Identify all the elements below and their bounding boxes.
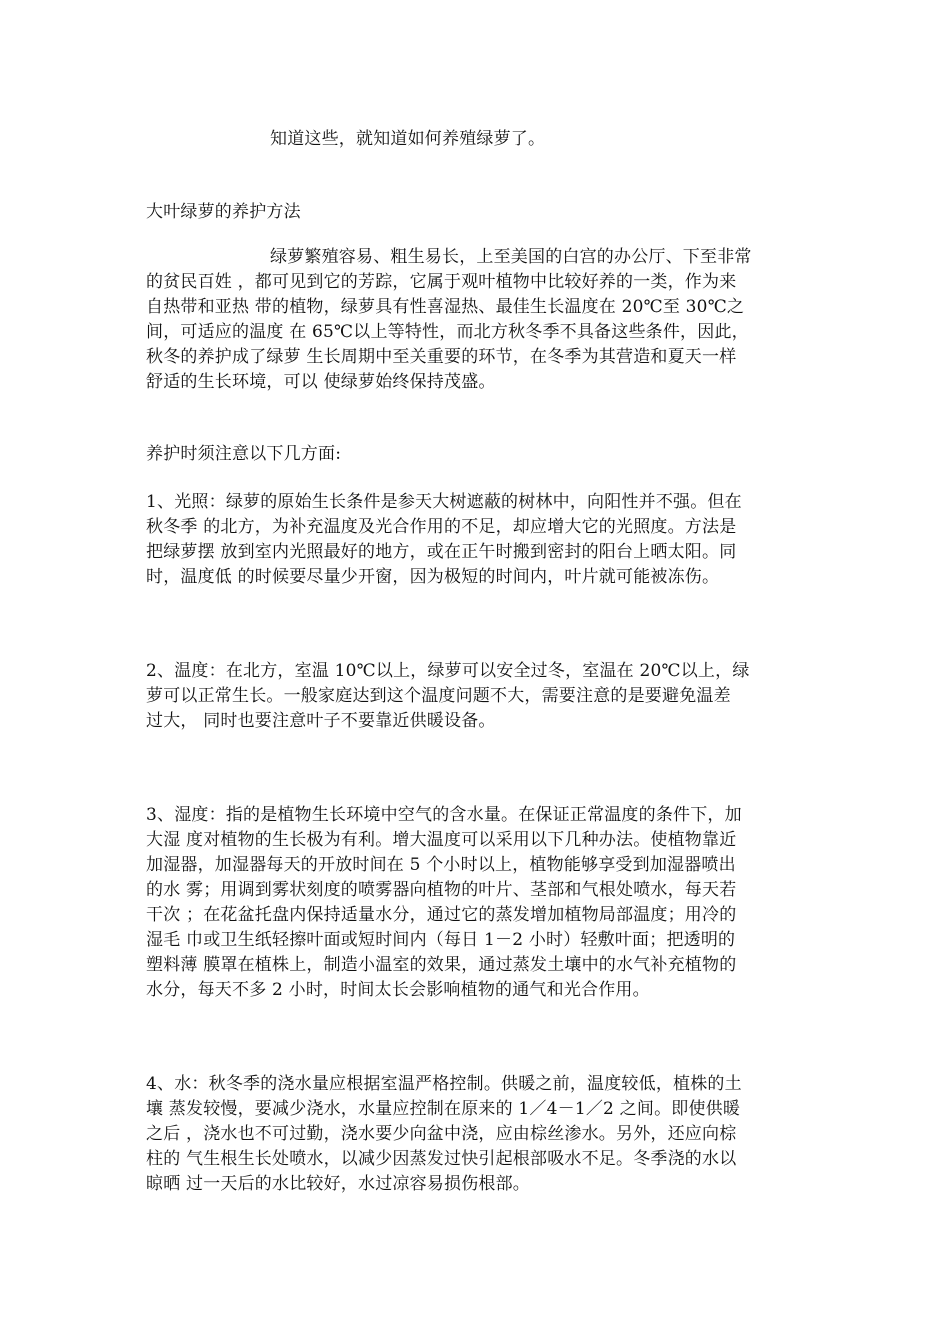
paragraph-line: 柱的 气生根生长处喷水，以减少因蒸发过快引起根部吸水不足。冬季浇的水以 <box>146 1149 737 1169</box>
paragraph-line: 大湿 度对植物的生长极为有利。增大温度可以采用以下几种办法。使植物靠近 <box>146 830 737 850</box>
paragraph-line: 的贫民百姓 ，都可见到它的芳踪，它属于观叶植物中比较好养的一类，作为来 <box>146 272 737 292</box>
paragraph-line: 干次 ；在花盆托盘内保持适量水分，通过它的蒸发增加植物局部温度；用冷的 <box>146 905 737 925</box>
paragraph-line: 1、光照：绿萝的原始生长条件是参天大树遮蔽的树林中，向阳性并不强。但在 <box>146 492 742 512</box>
paragraph-line: 晾晒 过一天后的水比较好，水过凉容易损伤根部。 <box>146 1174 531 1194</box>
paragraph-line: 时，温度低 的时候要尽量少开窗，因为极短的时间内，叶片就可能被冻伤。 <box>146 567 720 587</box>
care-heading: 养护时须注意以下几方面: <box>146 444 342 464</box>
paragraph-line: 加湿器，加湿器每天的开放时间在 5 个小时以上，植物能够享受到加湿器喷出 <box>146 855 736 875</box>
paragraph-line: 自热带和亚热 带的植物，绿萝具有性喜湿热、最佳生长温度在 20℃至 30℃之 <box>146 297 745 317</box>
paragraph-line: 的水 雾；用调到雾状刻度的喷雾器向植物的叶片、茎部和气根处喷水，每天若 <box>146 880 737 900</box>
paragraph-line: 湿毛 巾或卫生纸轻擦叶面或短时间内（每日 1－2 小时）轻敷叶面；把透明的 <box>146 930 736 950</box>
paragraph-line: 间，可适应的温度 在 65℃以上等特性，而北方秋冬季不具备这些条件，因此， <box>146 322 749 342</box>
section-title: 大叶绿萝的养护方法 <box>146 202 301 222</box>
paragraph-line: 之后 ，浇水也不可过勤，浇水要少向盆中浇，应由棕丝渗水。另外，还应向棕 <box>146 1124 737 1144</box>
paragraph-line: 水分，每天不多 2 小时，时间太长会影响植物的通气和光合作用。 <box>146 980 650 1000</box>
paragraph-line: 2、温度：在北方，室温 10℃以上，绿萝可以安全过冬，室温在 20℃以上，绿 <box>146 661 750 681</box>
paragraph-line: 壤 蒸发较慢，要减少浇水，水量应控制在原来的 1／4－1／2 之间。即使供暖 <box>146 1099 741 1119</box>
paragraph-line: 把绿萝摆 放到室内光照最好的地方，或在正午时搬到密封的阳台上晒太阳。同 <box>146 542 737 562</box>
paragraph-line: 过大， 同时也要注意叶子不要靠近供暖设备。 <box>146 711 496 731</box>
paragraph-line: 秋冬的养护成了绿萝 生长周期中至关重要的环节，在冬季为其营造和夏天一样 <box>146 347 737 367</box>
paragraph-line: 绿萝繁殖容易、粗生易长，上至美国的白宫的办公厅、下至非常 <box>270 247 752 267</box>
paragraph-line: 4、水：秋冬季的浇水量应根据室温严格控制。供暖之前，温度较低，植株的土 <box>146 1074 742 1094</box>
paragraph-line: 秋冬季 的北方，为补充温度及光合作用的不足，却应增大它的光照度。方法是 <box>146 517 737 537</box>
paragraph-line: 塑料薄 膜罩在植株上，制造小温室的效果，通过蒸发土壤中的水气补充植物的 <box>146 955 737 975</box>
paragraph-line: 萝可以正常生长。一般家庭达到这个温度问题不大，需要注意的是要避免温差 <box>146 686 731 706</box>
paragraph-line: 舒适的生长环境，可以 使绿萝始终保持茂盛。 <box>146 372 496 392</box>
intro-line: 知道这些，就知道如何养殖绿萝了。 <box>270 129 546 149</box>
paragraph-line: 3、湿度：指的是植物生长环境中空气的含水量。在保证正常温度的条件下，加 <box>146 805 742 825</box>
